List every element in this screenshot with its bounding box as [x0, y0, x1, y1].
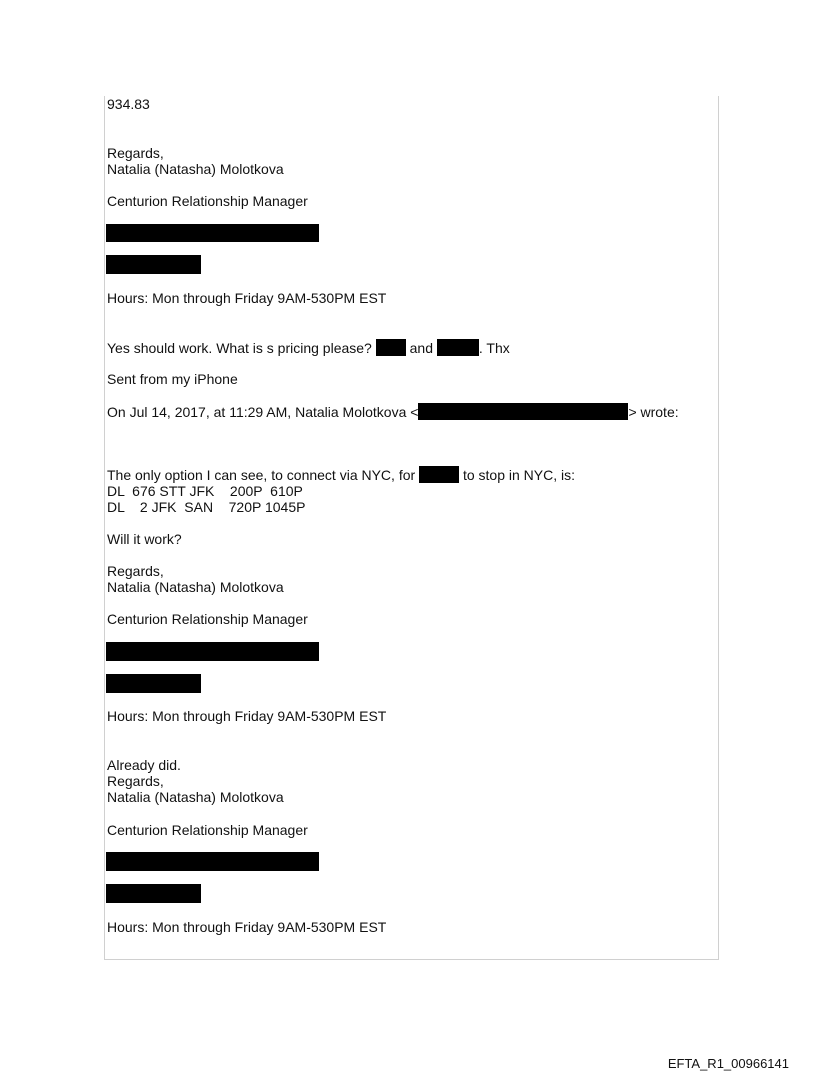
signature-name: Natalia (Natasha) Molotkova	[107, 789, 284, 805]
signature-name: Natalia (Natasha) Molotkova	[107, 579, 284, 595]
redaction-block	[437, 339, 479, 356]
already-text: Already did.	[107, 757, 181, 773]
redaction-block	[106, 255, 201, 274]
option-line	[107, 466, 575, 483]
amount-text: 934.83	[107, 96, 150, 112]
reply-text: . Thx	[478, 340, 510, 356]
redaction-block	[419, 466, 459, 483]
signature-regards: Regards,	[107, 145, 164, 161]
reply-line	[107, 339, 510, 356]
redaction-block	[106, 642, 319, 661]
flight-line: DL 2 JFK SAN 720P 1045P	[107, 499, 306, 515]
reply-text: Yes should work. What is s pricing please?	[107, 340, 376, 356]
signature-regards: Regards,	[107, 563, 164, 579]
signature-name: Natalia (Natasha) Molotkova	[107, 161, 284, 177]
signature-hours: Hours: Mon through Friday 9AM-530PM EST	[107, 290, 387, 306]
redaction-block	[106, 884, 201, 903]
question-text: Will it work?	[107, 531, 182, 547]
flight-line: DL 676 STT JFK 200P 610P	[107, 483, 303, 499]
sent-from-text: Sent from my iPhone	[107, 371, 238, 387]
redaction-block	[106, 852, 319, 871]
signature-hours: Hours: Mon through Friday 9AM-530PM EST	[107, 919, 387, 935]
redaction-block	[376, 339, 406, 356]
signature-title: Centurion Relationship Manager	[107, 611, 308, 627]
quoted-header-suffix: > wrote:	[628, 404, 679, 420]
quoted-header-prefix: On Jul 14, 2017, at 11:29 AM, Natalia Molotkova <	[107, 404, 419, 420]
redaction-block	[106, 224, 319, 242]
option-text: to stop in NYC, is:	[459, 467, 575, 483]
option-text: The only option I can see, to connect via NYC, for	[107, 467, 420, 483]
redaction-block	[106, 674, 201, 693]
quoted-header	[107, 403, 679, 420]
document-id: EFTA_R1_00966141	[667, 1056, 789, 1071]
signature-regards: Regards,	[107, 773, 164, 789]
signature-title: Centurion Relationship Manager	[107, 193, 308, 209]
signature-title: Centurion Relationship Manager	[107, 822, 308, 838]
reply-text: and	[405, 340, 437, 356]
redaction-block	[418, 403, 628, 420]
signature-hours: Hours: Mon through Friday 9AM-530PM EST	[107, 708, 387, 724]
